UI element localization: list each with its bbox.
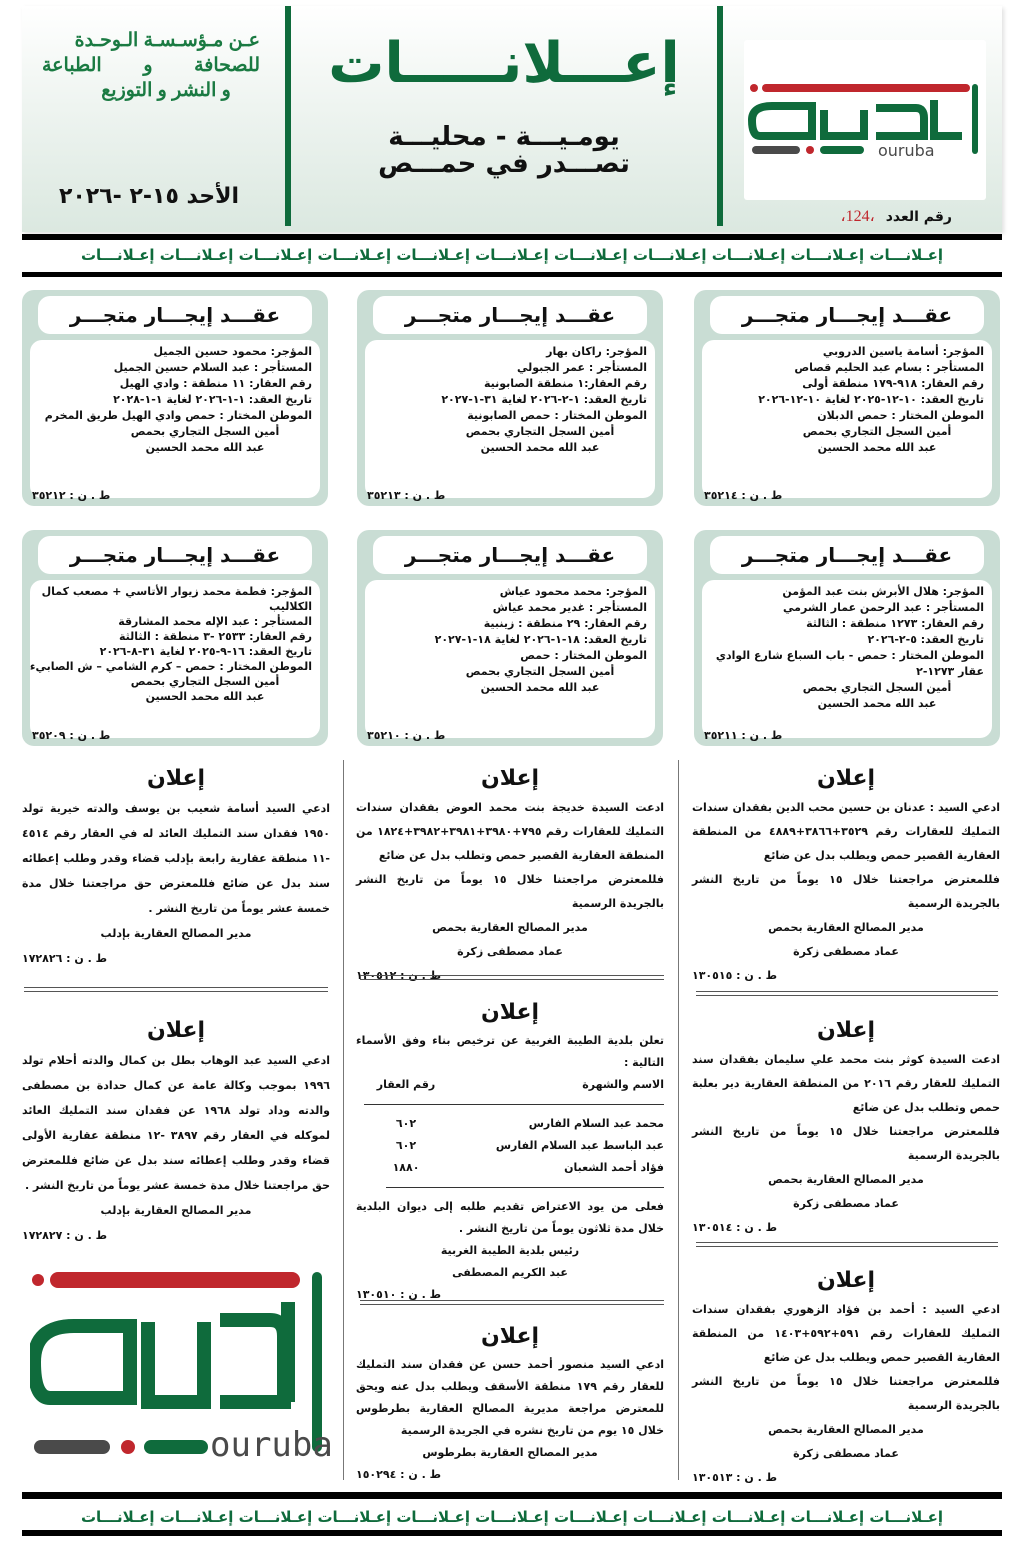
card-body bbox=[702, 580, 992, 738]
notice-objection: فللمعترض مراجعتنا خلال ١٥ يوماً من تاريخ النشر بالجريدة الرسمية bbox=[692, 1125, 1000, 1162]
row-number: ١٨٨٠ bbox=[392, 1161, 420, 1174]
chosen-domicile: الموطن المختار : حمص – كرم الشامي – ش الصابيء bbox=[29, 660, 312, 673]
reference-number: ط . ن : ٣٥٢١٣ bbox=[367, 489, 446, 502]
notice-intro: تعلن بلدية الطيبة الغربية عن ترخيص بناء وفق الأسماء التالية : bbox=[356, 1034, 664, 1069]
table-row bbox=[356, 1135, 664, 1157]
card-body bbox=[365, 340, 655, 498]
signer-title: أمين السجل التجاري بحمص bbox=[802, 425, 952, 438]
property-number: رقم العقار: ١٢٧٣ منطقة : الثالثة bbox=[806, 617, 984, 630]
notice-body: ادعي السيد : أحمد بن فؤاد الزهوري بفقدان سندات التمليك للعقارات رقم ٥٩١+٥٩٢+١٤٠٣ من المنطقة العقارية القصير حمص ويطلب بدل عن ضائع bbox=[692, 1303, 1000, 1364]
notice bbox=[692, 762, 1000, 988]
signer-title: مدير المصالح العقارية بحمص bbox=[768, 1173, 924, 1186]
notice-closing: فعلى من يود الاعتراض تقديم طلبه إلى ديوان البلدية خلال مدة ثلاثون يوماً من تاريخ النشر . bbox=[356, 1200, 664, 1235]
contract-card bbox=[694, 290, 1000, 506]
tenant: المستأجر : بسام عبد الحليم قصاص bbox=[794, 361, 984, 374]
logo-latin-text: ouruba bbox=[878, 141, 935, 160]
signer-name: عماد مصطفى زكرة bbox=[793, 1447, 899, 1460]
row-name: محمد عبد السلام الفارس bbox=[528, 1117, 664, 1130]
table-rule bbox=[364, 1104, 664, 1105]
signer-title: مدير المصالح العقارية بإدلب bbox=[100, 927, 252, 940]
notice bbox=[356, 996, 664, 1306]
notice-title: إعلان bbox=[146, 766, 206, 791]
notice bbox=[356, 762, 664, 988]
ads-strip-bottom: إعـلانـــات إعـلانـــات إعـلانـــات إعـلانـــات إعـلانـــات إعـلانـــات إعـلانـــات إعـلانـــات إعـلانـــات إعـلانـــات إعـلانـــات bbox=[80, 1508, 944, 1526]
notice-title: إعلان bbox=[816, 766, 876, 791]
notice-title: إعلان bbox=[816, 1268, 876, 1293]
notice-objection: فللمعترض مراجعتنا خلال ١٥ يوماً من تاريخ النشر بالجريدة الرسمية bbox=[692, 873, 1000, 910]
contract-date: تاريخ العقد: ١٠-١٢-٢٠٢٥ لغاية ١٠-١٢-٢٠٢٦ bbox=[758, 393, 984, 406]
signer-title: أمين السجل التجاري بحمص bbox=[465, 665, 615, 678]
masthead bbox=[22, 6, 1002, 232]
ads-strip-top: إعـلانـــات إعـلانـــات إعـلانـــات إعـلانـــات إعـلانـــات إعـلانـــات إعـلانـــات إعـلانـــات إعـلانـــات إعـلانـــات إعـلانـــات bbox=[80, 246, 944, 264]
contract-date: تاريخ العقد: ١-١-٢٠٢٦ لغاية ١-١-٢٠٢٨ bbox=[113, 393, 312, 406]
double-divider bbox=[696, 991, 998, 996]
table-rule bbox=[386, 1187, 664, 1188]
publisher-word-printing: الطباعة bbox=[42, 55, 102, 76]
column-divider bbox=[678, 760, 679, 1480]
publisher-word-press: للصحافة bbox=[194, 55, 260, 76]
reference-text: ط . ن : ١٣٠٥١٠ bbox=[356, 1288, 442, 1301]
lessor: المؤجر: هلال الأبرش بنت عبد المؤمن bbox=[782, 585, 984, 598]
notice bbox=[22, 1014, 330, 1248]
top-rule-2 bbox=[22, 272, 1002, 277]
notice-title: إعلان bbox=[146, 1018, 206, 1043]
signer-title: مدير المصالح العقارية بحمص bbox=[768, 921, 924, 934]
row-number: ٦٠٢ bbox=[395, 1117, 417, 1130]
double-divider bbox=[24, 987, 328, 992]
signer-name: عبد الكريم المصطفى bbox=[452, 1266, 568, 1279]
row-name: فؤاد أحمد الشعبان bbox=[564, 1161, 664, 1174]
column-divider bbox=[343, 760, 344, 1480]
contract-card bbox=[357, 530, 663, 746]
notice-body: ادعي السيد أسامة شعيب بن يوسف والدته خيرية تولد ١٩٥٠ فقدان سند التمليك العائد له في العقار رقم ٤٥١٤ -١١ منطقة عقارية رابعة بإدلب قضاء وقدر وطلب إعطائه سند بدل عن ضائع فللمعترض حق مراجعتنا خلال مدة خمسة عشر يوماً من تاريخ النشر . bbox=[22, 802, 330, 915]
reference-number bbox=[356, 1464, 664, 1486]
logo-container bbox=[744, 40, 986, 200]
publisher-block bbox=[42, 28, 260, 103]
reference-number: ط . ن : ٣٥٢٠٩ bbox=[32, 729, 111, 742]
issue-number: ،124، bbox=[840, 208, 875, 225]
notice-body: ادعي السيد : عدنان بن حسين محب الدين بفقدان سندات التمليك للعقارات رقم ٣٥٢٩+٣٨٦٦+٤٨٨٩ من المنطقة العقارية القصير حمص ويطلب بدل عن ضائع bbox=[692, 801, 1000, 862]
reference-number bbox=[22, 1223, 330, 1248]
property-number: رقم العقار: ٩١٨-١٧٩ منطقة أولى bbox=[802, 377, 984, 390]
tenant: المستأجر : عبد السلام حسين الجميل bbox=[113, 361, 312, 374]
notice-body: ادعت السيدة كوثر بنت محمد علي سليمان بفقدان سند التمليك للعقار رقم ٢٠١٦ من المنطقة العقارية دير بعلبة حمص وتطلب بدل عن ضائع bbox=[692, 1053, 1000, 1114]
reference-text: ط . ن : ١٣٠٥١٥ bbox=[692, 969, 778, 982]
property-number: رقم العقار: ١١ منطقة : وادي الهيل bbox=[119, 377, 312, 390]
subtitle-daily-local: يومـيـــة - محليـــة bbox=[388, 122, 620, 152]
contract-card bbox=[22, 290, 328, 506]
header-divider-left bbox=[285, 6, 291, 226]
lessor: المؤجر: محمود حسين الجميل bbox=[153, 345, 312, 358]
row-name: عبد الباسط عبد السلام الفارس bbox=[495, 1139, 664, 1152]
tenant: المستأجر : غدير محمد عياش bbox=[492, 601, 647, 614]
signer-name: عماد مصطفى زكرة bbox=[793, 1197, 899, 1210]
table-row bbox=[356, 1157, 664, 1179]
lessor: المؤجر: محمد محمود عياش bbox=[499, 585, 647, 598]
notice-body: ادعي السيد منصور أحمد حسن عن فقدان سند التمليك للعقار رقم ١٧٩ منطقة الأسقف ويطلب بدل عنه ويحق للمعترض مراجعة مديرية المصالح العقارية بطرطوس خلال ١٥ يوم من تاريخ نشره في الجريدة الرسمية bbox=[356, 1358, 664, 1437]
property-number: رقم العقار: ٢٥٣٣ -٣ منطقة : الثالثة bbox=[118, 630, 312, 643]
chosen-domicile: الموطن المختار : حمص الصابونية bbox=[467, 409, 647, 422]
license-table bbox=[356, 1074, 664, 1188]
card-body bbox=[365, 580, 655, 738]
contract-date: تاريخ العقد: ٥-٢-٢٠٢٦ bbox=[867, 633, 984, 646]
publisher-line-2 bbox=[42, 53, 260, 78]
reference-text: ط . ن : ١٣٠٥١٢ bbox=[356, 969, 442, 982]
ouruba-large-logo bbox=[30, 1262, 330, 1462]
bottom-rule bbox=[22, 1492, 1002, 1499]
tenant: المستأجر : عبد الرحمن عمار الشرمي bbox=[783, 601, 984, 614]
publisher-word-and: و bbox=[143, 55, 153, 76]
issue-label: رقم العدد bbox=[885, 209, 952, 225]
signer-title: أمين السجل التجاري بحمص bbox=[802, 681, 952, 694]
tenant: المستأجر : عبد الإله محمد المشارقة bbox=[118, 615, 312, 628]
issue-date: الأحد ١٥-٢ -٢٠٢٦ bbox=[58, 184, 240, 209]
signer-title: مدير المصالح العقارية بإدلب bbox=[100, 1204, 252, 1217]
card-body bbox=[702, 340, 992, 498]
notice-objection: فللمعترض مراجعتنا خلال ١٥ يوماً من تاريخ النشر بالجريدة الرسمية bbox=[356, 873, 664, 910]
reference-number bbox=[692, 1216, 1000, 1240]
tenant: المستأجر : عمر الجبولي bbox=[517, 361, 647, 374]
chosen-domicile: الموطن المختار : حمص - باب السباع شارع الوادي عقار ١٢٧٣-٢ bbox=[715, 649, 984, 678]
property-number: رقم العقار:١ منطقة الصابونية bbox=[483, 377, 647, 390]
reference-text: ط . ن : ١٧٢٨٢٦ bbox=[22, 952, 108, 965]
contract-card bbox=[357, 290, 663, 506]
card-title: عقـــد إيجـــار متجـــر bbox=[373, 296, 647, 334]
notice bbox=[692, 1264, 1000, 1490]
notice-body: ادعت السيدة خديجة بنت محمد العوض بفقدان سندات التمليك للعقارات رقم ٧٩٥+٣٩٨٠+٣٩٨١+٣٩٨٢+١٨٢٤ من المنطقة العقارية القصير حمص وتطلب بدل عن ضائع bbox=[356, 801, 664, 862]
chosen-domicile: الموطن المختار : حمص bbox=[520, 649, 647, 662]
card-title: عقـــد إيجـــار متجـــر bbox=[38, 536, 312, 574]
publisher-line-3: و النشر و التوزيع bbox=[101, 80, 231, 101]
double-divider bbox=[696, 1242, 998, 1247]
issue-number-label bbox=[782, 206, 952, 226]
lessor: المؤجر: راكان بهار bbox=[546, 345, 647, 358]
row-number: ٦٠٢ bbox=[395, 1139, 417, 1152]
page-title: إعـــلانـــــات bbox=[328, 31, 680, 96]
double-divider bbox=[360, 975, 664, 980]
reference-text: ط . ن : ١٥٠٢٩٤ bbox=[356, 1468, 442, 1481]
ouruba-logo-icon bbox=[30, 1262, 330, 1462]
reference-text: ط . ن : ١٧٢٨٢٧ bbox=[22, 1229, 108, 1242]
signer-name: عبد الله محمد الحسين bbox=[145, 690, 265, 703]
notice-body: ادعي السيد عبد الوهاب بطل بن كمال والدته أحلام تولد ١٩٩٦ بموجب وكالة عامة عن كمال حدادة بن مصطفى والدته وداد تولد ١٩٦٨ عن فقدان سند التمليك العائد لموكله في العقار رقم ٣٨٩٧ -١٢ منطقة عقارية الأولى قضاء وقدر وطلب إعطائه سند بدل عن ضائع فللمعترض حق مراجعتنا خلال مدة خمسة عشر يوماً من تاريخ النشر . bbox=[22, 1054, 331, 1192]
reference-text: ط . ن : ١٣٠٥١٤ bbox=[692, 1221, 778, 1234]
card-title: عقـــد إيجـــار متجـــر bbox=[38, 296, 312, 334]
notice-objection: فللمعترض مراجعتنا خلال ١٥ يوماً من تاريخ النشر بالجريدة الرسمية bbox=[692, 1375, 1000, 1412]
contract-card bbox=[694, 530, 1000, 746]
notice bbox=[356, 1320, 664, 1486]
column-header-number: رقم العقار bbox=[376, 1078, 436, 1091]
contract-card bbox=[22, 530, 328, 746]
signer-title: أمين السجل التجاري بحمص bbox=[465, 425, 615, 438]
reference-number bbox=[692, 1466, 1000, 1490]
signer-name: عماد مصطفى زكرة bbox=[457, 945, 563, 958]
card-title: عقـــد إيجـــار متجـــر bbox=[373, 536, 647, 574]
header-divider-right bbox=[717, 6, 723, 226]
chosen-domicile: الموطن المختار : حمص الدبلان bbox=[817, 409, 984, 422]
signer-title: رئيس بلدية الطيبة الغربية bbox=[440, 1244, 580, 1257]
signer-name: عبد الله محمد الحسين bbox=[817, 441, 937, 454]
notice-title: إعلان bbox=[816, 1018, 876, 1043]
contract-date: تاريخ العقد: ١-٢-٢٠٢٦ لغاية ٣١-١-٢٠٢٧ bbox=[441, 393, 647, 406]
reference-text: ط . ن : ١٣٠٥١٣ bbox=[692, 1471, 778, 1484]
signer-title: مدير المصالح العقارية بحمص bbox=[432, 921, 588, 934]
notice-title: إعلان bbox=[480, 766, 540, 791]
contract-date: تاريخ العقد: ١٨-١-٢٠٢٦ لغاية ١٨-١-٢٠٢٧ bbox=[434, 633, 647, 646]
signer-name: عماد مصطفى زكرة bbox=[793, 945, 899, 958]
lessor: المؤجر: فطمة محمد زيوار الأتاسي + مصعب كمال الكلاليب bbox=[41, 585, 312, 613]
publisher-line-1: عـن مـؤسـسـة الـوحـدة bbox=[74, 30, 260, 51]
signer-title: أمين السجل التجاري بحمص bbox=[130, 425, 280, 438]
card-title: عقـــد إيجـــار متجـــر bbox=[710, 536, 984, 574]
reference-number: ط . ن : ٣٥٢١٢ bbox=[32, 489, 111, 502]
reference-number: ط . ن : ٣٥٢١٠ bbox=[367, 729, 446, 742]
ouruba-logo-icon bbox=[744, 40, 986, 200]
signer-name: عبد الله محمد الحسين bbox=[480, 441, 600, 454]
subtitle-homs: تصـــدر في حمـــص bbox=[378, 149, 630, 179]
chosen-domicile: الموطن المختار : حمص وادي الهيل طريق المخرم bbox=[44, 409, 312, 422]
double-divider bbox=[360, 1300, 664, 1305]
notice-title: إعلان bbox=[480, 1324, 540, 1349]
bottom-rule-2 bbox=[22, 1530, 1002, 1536]
logo-latin-text: ouruba bbox=[210, 1425, 330, 1462]
signer-title: أمين السجل التجاري بحمص bbox=[130, 675, 280, 688]
lessor: المؤجر: أسامة ياسين الدروبي bbox=[822, 345, 984, 358]
notice bbox=[692, 1014, 1000, 1240]
signer-name: عبد الله محمد الحسين bbox=[817, 697, 937, 710]
table-header bbox=[356, 1074, 664, 1096]
property-number: رقم العقار: ٢٩ منطقة : زينبية bbox=[483, 617, 647, 630]
card-body bbox=[30, 340, 320, 498]
column-header-name: الاسم والشهرة bbox=[582, 1078, 664, 1091]
signer-title: مدير المصالح العقارية بطرطوس bbox=[422, 1446, 598, 1459]
reference-number bbox=[22, 946, 330, 971]
card-body bbox=[30, 580, 320, 738]
contract-date: تاريخ العقد: ١٦-٩-٢٠٢٥ لغاية ٣١-٨-٢٠٢٦ bbox=[99, 645, 312, 658]
card-title: عقـــد إيجـــار متجـــر bbox=[710, 296, 984, 334]
signer-name: عبد الله محمد الحسين bbox=[145, 441, 265, 454]
table-row bbox=[356, 1113, 664, 1135]
signer-name: عبد الله محمد الحسين bbox=[480, 681, 600, 694]
signer-title: مدير المصالح العقارية بحمص bbox=[768, 1423, 924, 1436]
notice bbox=[22, 762, 330, 971]
reference-number: ط . ن : ٣٥٢١٤ bbox=[704, 489, 783, 502]
reference-number bbox=[692, 964, 1000, 988]
reference-number: ط . ن : ٣٥٢١١ bbox=[704, 729, 783, 742]
notice-title: إعلان bbox=[480, 1000, 540, 1025]
